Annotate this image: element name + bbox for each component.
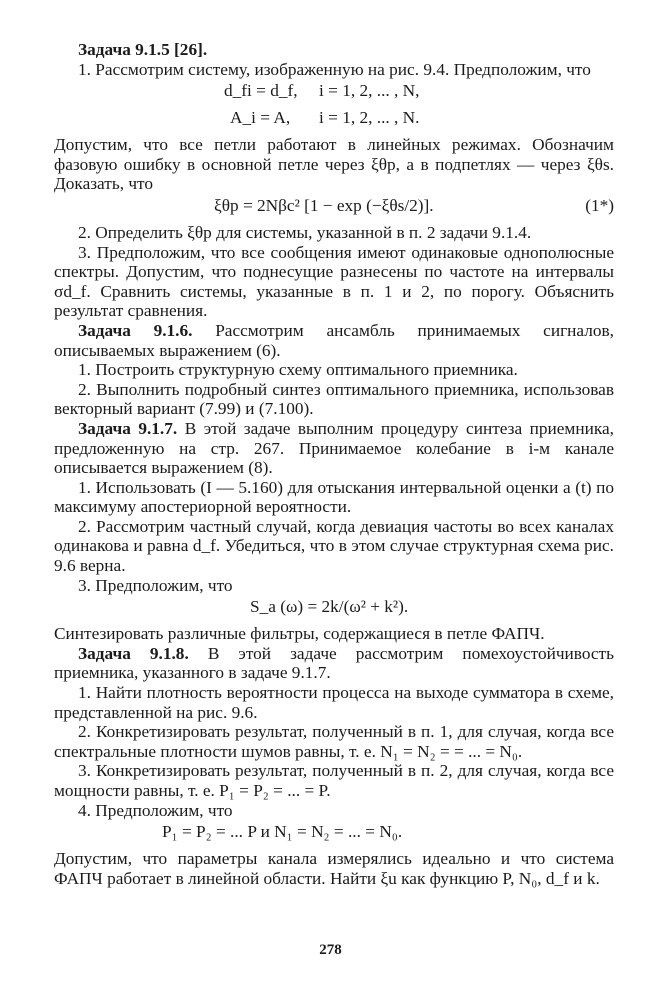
problem-9-1-7-item-1: 1. Использовать (I — 5.160) для отыскания интервальной оценки a (t) по максимуму апостериорной вероятности. bbox=[54, 477, 614, 517]
problem-9-1-6-item-1: 1. Построить структурную схему оптимального приемника. bbox=[78, 360, 518, 380]
problem-9-1-7-text: Синтезировать различные фильтры, содержащиеся в петле ФАПЧ. bbox=[54, 624, 545, 644]
equation-1-star: ξθp = 2Nβc² [1 − exp (−ξθs/2)]. (1*) bbox=[214, 195, 614, 215]
problem-9-1-5-text: Допустим, что все петли работают в линейных режимах. Обозначим фазовую ошибку в основной петле через ξθp, а в подпетлях — через ξθs. Доказать, что bbox=[54, 135, 614, 194]
problem-9-1-5-item-3: 3. Предположим, что все сообщения имеют одинаковые однополюсные спектры. Допустим, что поднесущие разнесены по частоте на интервалы σd_f. Сравнить системы, указанные в п. 1 и 2, по порогу. Объяснить результат сравнения. bbox=[54, 242, 614, 321]
problem-9-1-5-item-2: 2. Определить ξθp для системы, указанной в п. 2 задачи 9.1.4. bbox=[78, 222, 532, 242]
problem-9-1-8-item-1: 1. Найти плотность вероятности процесса на выходе сумматора в схеме, представленной на рис. 9.6. bbox=[54, 683, 614, 722]
problem-9-1-8-item-2: 2. Конкретизировать результат, полученный в п. 1, для случая, когда все спектральные плотности шумов равны, т. е. N₁ = N₂ = = ... = N₀. bbox=[54, 722, 614, 761]
problem-9-1-7-item-3: 3. Предположим, что bbox=[78, 575, 233, 595]
page-body bbox=[54, 40, 614, 888]
problem-9-1-8-text: Допустим, что параметры канала измерялись идеально и что система ФАПЧ работает в линейной области. Найти ξu как функцию P, N₀, d_f и k. bbox=[54, 849, 614, 888]
problem-9-1-8-title: Задача 9.1.8. bbox=[78, 643, 189, 663]
equation-a-i: A_i = A, i = 1, 2, ... , N. bbox=[230, 108, 420, 128]
problem-9-1-8-intro: Задача 9.1.8. В этой задаче рассмотрим помехоустойчивость приемника, указанного в задаче 9.1.7. bbox=[54, 643, 614, 683]
problem-9-1-6-title: Задача 9.1.6. bbox=[78, 320, 193, 340]
equation-powers: P₁ = P₂ = ... P и N₁ = N₂ = ... = N₀. bbox=[162, 822, 403, 842]
problem-9-1-8-item-3: 3. Конкретизировать результат, полученный в п. 2, для случая, когда все мощности равны, т. е. P₁ = P₂ = ... = P. bbox=[54, 761, 614, 800]
problem-9-1-7-intro: Задача 9.1.7. В этой задаче выполним процедуру синтеза приемника, предложенную на стр. 267. Принимаемое колебание в i-м канале описывается выражением (8). bbox=[54, 418, 614, 478]
problem-9-1-7-title: Задача 9.1.7. bbox=[78, 418, 178, 438]
problem-9-1-8-item-4: 4. Предположим, что bbox=[78, 800, 233, 820]
problem-9-1-6-intro: Задача 9.1.6. Рассмотрим ансамбль принимаемых сигналов, описываемых выражением (6). bbox=[54, 320, 614, 360]
equation-d-fi: d_fi = d_f, i = 1, 2, ... , N, bbox=[224, 81, 420, 101]
problem-9-1-5-title: Задача 9.1.5 [26]. bbox=[78, 40, 208, 59]
page-number: 278 bbox=[319, 942, 342, 958]
problem-9-1-7-item-2: 2. Рассмотрим частный случай, когда девиация частоты во всех каналах одинакова и равна d_f. Убедиться, что в этом случае структурная схема рис. 9.6 верна. bbox=[54, 516, 614, 576]
equation-spectrum: S_a (ω) = 2k/(ω² + k²). bbox=[250, 597, 409, 617]
problem-9-1-5-item-1: 1. Рассмотрим систему, изображенную на рис. 9.4. Предположим, что bbox=[78, 59, 591, 79]
problem-9-1-6-item-2: 2. Выполнить подробный синтез оптимального приемника, использовав векторный вариант (7.99) и (7.100). bbox=[54, 379, 614, 419]
